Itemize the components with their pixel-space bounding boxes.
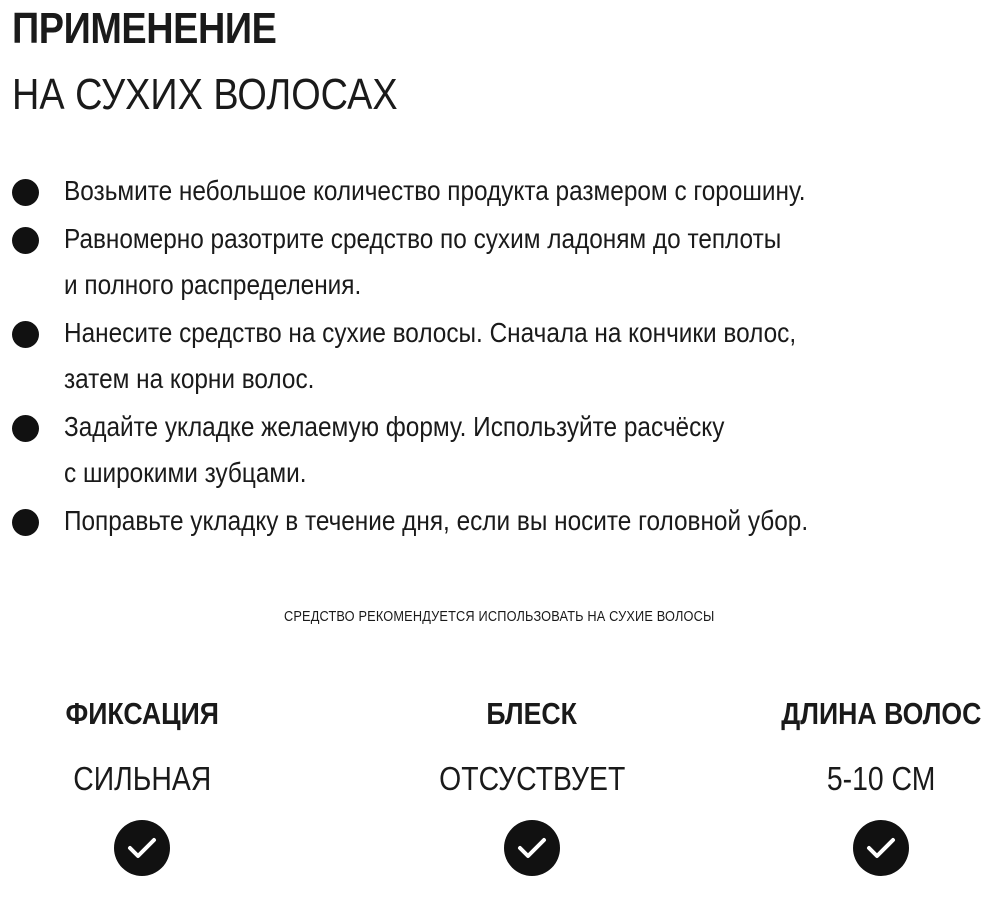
check-icon <box>504 820 560 876</box>
bullet-icon <box>12 321 39 348</box>
page-subtitle: НА СУХИХ ВОЛОСАХ <box>12 70 398 119</box>
feature-label: БЛЕСК <box>486 696 578 731</box>
step-text: Равномерно разотрите средство по сухим ладоням до теплоты и полного распределения. <box>64 223 782 300</box>
feature-shine <box>412 696 652 876</box>
feature-label: ФИКСАЦИЯ <box>65 696 219 731</box>
feature-value: СИЛЬНАЯ <box>72 760 212 797</box>
bullet-icon <box>12 179 39 206</box>
page-title: ПРИМЕНЕНИЕ <box>12 4 277 53</box>
feature-label: ДЛИНА ВОЛОС <box>781 696 982 731</box>
list-item <box>12 168 997 214</box>
step-text: Задайте укладке желаемую форму. Используйте расчёску с широкими зубцами. <box>64 411 725 488</box>
bullet-icon <box>12 415 39 442</box>
step-text: Поправьте укладку в течение дня, если вы носите головной убор. <box>64 505 809 536</box>
feature-fixation <box>42 696 242 876</box>
check-icon <box>114 820 170 876</box>
list-item <box>12 310 997 402</box>
step-text: Нанесите средство на сухие волосы. Сначала на кончики волос, затем на корни волос. <box>64 317 797 394</box>
feature-value: ОТСУСТВУЕТ <box>438 760 626 797</box>
feature-value: 5-10 СМ <box>826 760 936 797</box>
list-item <box>12 404 997 496</box>
usage-note-text: СРЕДСТВО РЕКОМЕНДУЕТСЯ ИСПОЛЬЗОВАТЬ НА СУХИЕ ВОЛОСЫ <box>284 608 715 625</box>
step-text: Возьмите небольшое количество продукта размером с горошину. <box>64 175 806 206</box>
list-item <box>12 216 997 308</box>
bullet-icon <box>12 509 39 536</box>
list-item <box>12 498 997 544</box>
usage-note <box>0 608 999 625</box>
check-icon <box>853 820 909 876</box>
instruction-list <box>12 168 997 546</box>
bullet-icon <box>12 227 39 254</box>
feature-hair-length <box>765 696 997 876</box>
